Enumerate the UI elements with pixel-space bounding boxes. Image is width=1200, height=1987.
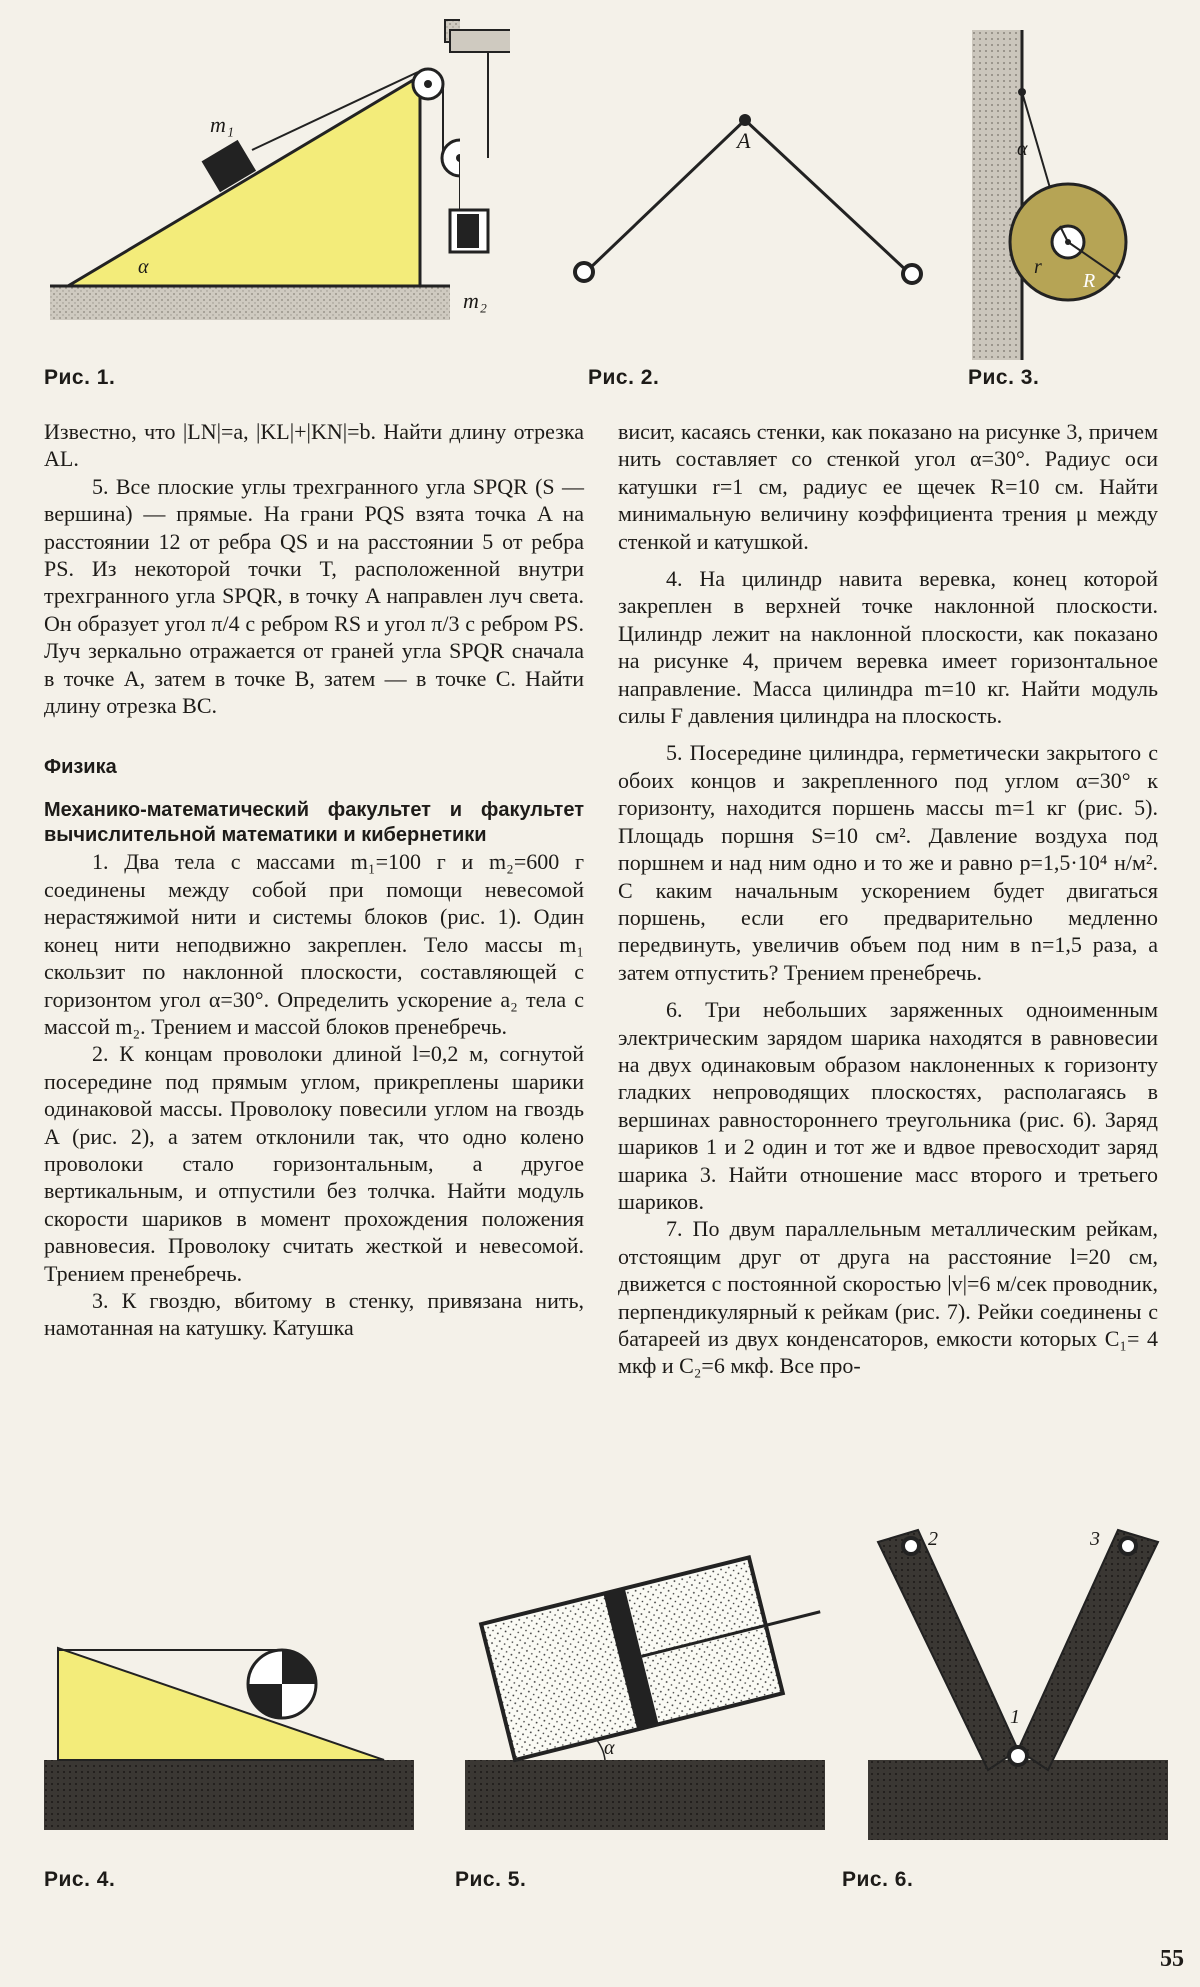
fig1-m2-label: m₂ <box>463 288 488 313</box>
fig2-a-label: A <box>737 128 751 153</box>
fig3-r-label: r <box>1034 256 1043 278</box>
wire-right <box>745 120 908 272</box>
figure-4 <box>44 1560 424 1840</box>
figure-1-weight <box>430 20 510 320</box>
fig1-caption: Рис. 1. <box>44 366 116 389</box>
fig3-alpha-label: α <box>1017 138 1028 160</box>
ground <box>868 1760 1168 1840</box>
wall <box>972 30 1022 360</box>
fig1-m1-label: m₁ <box>210 112 235 137</box>
fig4-caption: Рис. 4. <box>44 1868 116 1891</box>
ground <box>44 1760 414 1830</box>
fig3-R-label: R <box>1083 270 1096 292</box>
ground <box>50 286 450 320</box>
fig5-alpha-label: α <box>604 1737 615 1759</box>
ground <box>465 1760 825 1830</box>
figure-5 <box>455 1470 835 1840</box>
incline <box>58 1648 384 1760</box>
fig6-label-1: 1 <box>1010 1706 1021 1728</box>
paragraph-physics-1: 1. Два тела с массами m₁=100 г и m₂=600 г соединены между собой при помощи невесомой нерастяжимой нити и системы блоков (рис. 1). Один конец нити неподвижно закреплен. Тело массы m₁ скользит по наклонной плоскости, составляющей с горизонтом угол α=30°. Определить ускорение a₂ тела с массой m₂. Трением и массой блоков пренебречь. <box>44 849 584 1039</box>
ball-2 <box>903 1538 919 1554</box>
incline <box>68 76 420 286</box>
paragraph-physics-3-cont: висит, касаясь стенки, как показано на рисунке 3, причем нить составляет со стенкой угол α=30°. Радиус оси катушки r=1 см, радиус ее щечек R=10 см. Найти минимальную величину коэффициента трения μ между стенкой и катушкой. <box>618 419 1158 554</box>
left-column <box>44 418 584 1342</box>
fig6-caption: Рис. 6. <box>842 1868 914 1891</box>
ball-3 <box>1120 1538 1136 1554</box>
section-subheading: Механико-математический факультет и факультет вычислительной математики и кибернетики <box>44 799 584 847</box>
fig1-alpha-label: α <box>138 256 149 278</box>
paragraph-physics-6: 6. Три небольших заряженных одноименным электрическим зарядом шарика находятся в равновесии на двух одинаковым образом наклоненных к горизонту гладких непроводящих плоскостях, располагаясь в вершинах равностороннего треугольника (рис. 6). Заряд шариков 1 и 2 один и тот же и вдвое превосходит заряд шарика 3. Найти отношение масс второго и третьего шариков. <box>618 997 1158 1214</box>
fig2-caption: Рис. 2. <box>588 366 660 389</box>
right-column <box>618 418 1158 1380</box>
ball-right <box>903 265 921 283</box>
paragraph-physics-3: 3. К гвоздю, вбитому в стенку, привязана нить, намотанная на катушку. Катушка <box>44 1287 584 1341</box>
nail-a <box>739 114 751 126</box>
paragraph-math-5: 5. Все плоские углы трехгранного угла SPQR (S — вершина) — прямые. На грани PQS взята точка A на расстоянии 12 от ребра QS и на расстоянии 5 от ребра PS. Из некоторой точки T, расположенной внутри трехгранного угла SPQR, в точку A направлен луч света. Он образует угол π/4 с ребром RS и угол π/3 с ребром PS. Луч зеркально отражается от граней угла SPQR сначала в точке A, затем в точке B, затем — в точке C. Найти длину отрезка BC. <box>44 473 584 719</box>
figure-6 <box>858 1520 1178 1850</box>
ball-left <box>575 263 593 281</box>
page-number: 55 <box>1160 1946 1184 1972</box>
right-plane <box>1018 1530 1158 1770</box>
fig6-label-2: 2 <box>928 1528 939 1550</box>
paragraph-physics-2: 2. К концам проволоки длиной l=0,2 м, согнутой посередине под прямым углом, прикреплены шарики одинаковой массы. Проволоку повесили углом на гвоздь A (рис. 2), а затем отклонили так, что одно колено проволоки стало горизонтальным, а другое вертикальным, и отпустили без толчка. Найти модуль скорости шариков в момент прохождения положения равновесия. Проволоку считать жесткой и невесомой. Трением пренебречь. <box>44 1041 584 1286</box>
ball-1 <box>1009 1747 1027 1765</box>
paragraph-physics-7: 7. По двум параллельным металлическим рейкам, отстоящим друг от друга на расстояние l=20 см, движется с постоянной скоростью |v|=6 м/сек проводник, перпендикулярный к рейкам (рис. 7). Рейки соединены с батареей из двух конденсаторов, емкости которых C₁= 4 мкф и C₂=6 мкф. Все про- <box>618 1216 1158 1379</box>
fig6-label-3: 3 <box>1090 1528 1101 1550</box>
paragraph-physics-5: 5. Посередине цилиндра, герметически закрытого с обоих концов и закрепленного под углом α=30° к горизонту, находится поршень массы m=1 кг (рис. 5). Площадь поршня S=10 см². Давление воздуха под поршнем и над ним одно и то же и равно p=1,5·10⁴ н/м². С каким начальным ускорением будет двигаться поршень, если его предварительно медленно передвинуть, увеличив объем под ним в n=1,5 раза, а затем отпустить? Трением пренебречь. <box>618 740 1158 985</box>
fig3-caption: Рис. 3. <box>968 366 1040 389</box>
section-heading: Физика <box>44 756 117 779</box>
paragraph-physics-4: 4. На цилиндр навита веревка, конец которой закреплен в верхней точке наклонной плоскости. Цилиндр лежит на наклонной плоскости, как показано на рисунке 4, причем веревка имеет горизонтальное направление. Масса цилиндра m=10 кг. Найти модуль силы F давления цилиндра на плоскость. <box>618 566 1158 729</box>
figure-1 <box>40 10 460 340</box>
left-plane <box>878 1530 1018 1770</box>
wire-left <box>588 120 745 270</box>
paragraph-intro: Известно, что |LN|=a, |KL|+|KN|=b. Найти длину отрезка AL. <box>44 419 584 472</box>
fig5-caption: Рис. 5. <box>455 1868 527 1891</box>
figure-3 <box>960 30 1140 360</box>
